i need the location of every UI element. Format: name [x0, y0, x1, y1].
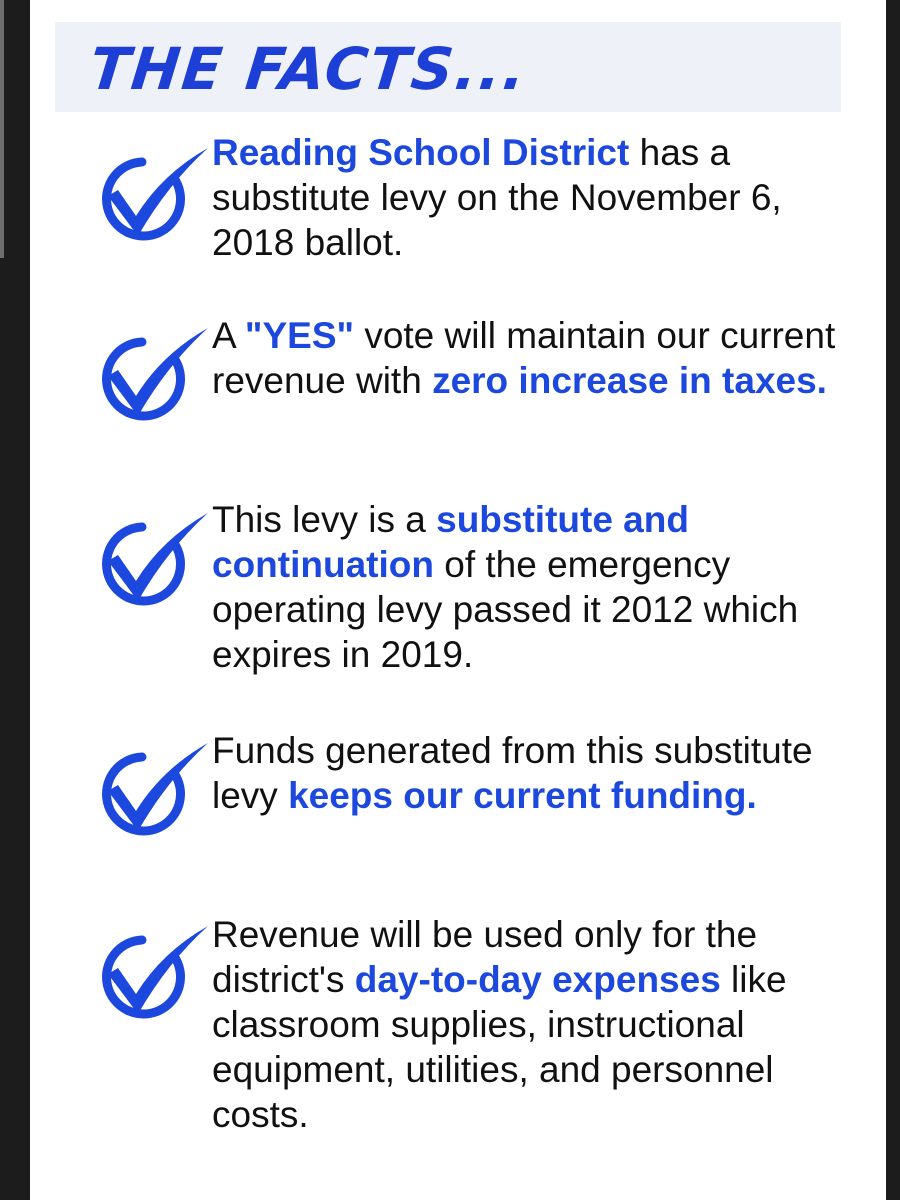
checkmark-circle-icon: [88, 735, 208, 845]
fact-text: [212, 912, 852, 1137]
checkmark-circle-icon: [88, 505, 208, 615]
page-title: THE FACTS...: [86, 35, 531, 103]
checkmark-circle-icon: [88, 140, 208, 250]
fact-highlight: keeps our current funding.: [288, 775, 757, 816]
fact-segment: Revenue will be used only for the district's: [212, 914, 758, 1000]
flyer-page: [30, 0, 886, 1200]
fact-segment: has a substitute levy on the November 6, 2018 ballot.: [212, 132, 782, 263]
fact-highlight: "YES": [244, 315, 355, 356]
fact-segment: This levy is a: [212, 499, 437, 540]
fact-highlight: day-to-day expenses: [354, 959, 721, 1000]
fact-highlight: substitute and continuation: [212, 499, 689, 585]
fact-segment: of the emergency operating levy passed it 2012 which expires in 2019.: [212, 544, 799, 675]
window-edge-marker: [0, 0, 4, 258]
fact-segment: vote will maintain our current revenue with: [212, 315, 836, 401]
fact-segment: Funds generated from this substitute levy: [212, 730, 813, 816]
fact-text: [212, 728, 852, 818]
fact-text: [212, 313, 852, 403]
fact-text: [212, 130, 852, 265]
fact-highlight: zero increase in taxes.: [432, 360, 827, 401]
header-band: [55, 22, 841, 112]
fact-text: [212, 497, 852, 677]
checkmark-circle-icon: [88, 918, 208, 1028]
checkmark-circle-icon: [88, 320, 208, 430]
fact-segment: like classroom supplies, instructional equipment, utilities, and personnel costs.: [212, 959, 787, 1135]
fact-segment: A: [212, 315, 245, 356]
fact-highlight: Reading School District: [212, 132, 630, 173]
